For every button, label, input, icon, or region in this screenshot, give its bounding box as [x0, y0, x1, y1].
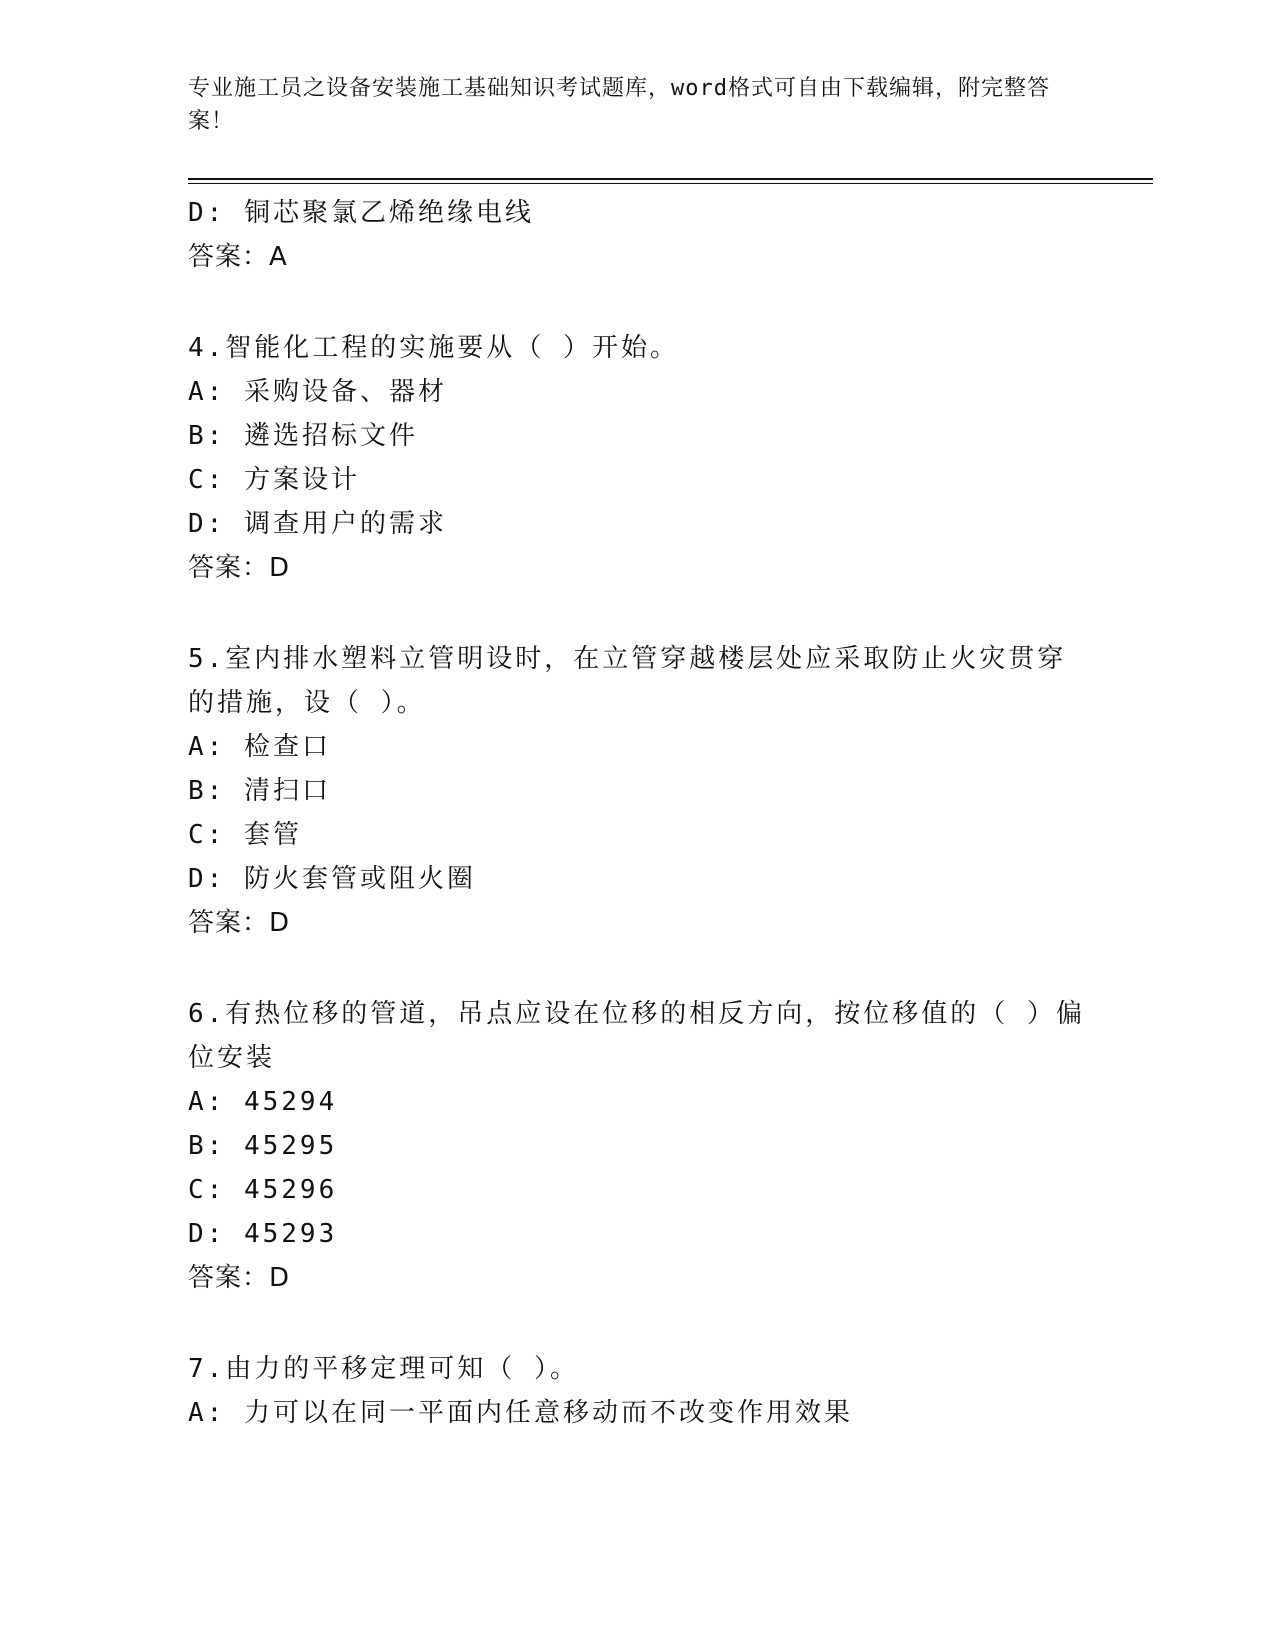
document-header: 专业施工员之设备安装施工基础知识考试题库，word格式可自由下载编辑，附完整答案！	[188, 76, 1050, 134]
question-7-option-a: A: 力可以在同一平面内任意移动而不改变作用效果	[188, 1398, 853, 1428]
question-5-option-c: C: 套管	[188, 820, 302, 850]
question-4-stem: 4.智能化工程的实施要从（ ）开始。	[188, 333, 679, 363]
question-5-stem-line1: 5.室内排水塑料立管明设时，在立管穿越楼层处应采取防止火灾贯穿	[188, 644, 1067, 674]
question-6-option-d: D: 45293	[188, 1219, 338, 1249]
question-4-option-a: A: 采购设备、器材	[188, 377, 447, 407]
question-4-answer: 答案：D	[188, 553, 291, 583]
question-7-stem: 7.由力的平移定理可知（ ）。	[188, 1354, 579, 1384]
question-5-answer: 答案：D	[188, 908, 291, 938]
question-6-answer: 答案：D	[188, 1263, 291, 1293]
prev-question-option-d: D: 铜芯聚氯乙烯绝缘电线	[188, 198, 534, 228]
question-5-option-a: A: 检查口	[188, 732, 331, 762]
question-6-option-c: C: 45296	[188, 1175, 338, 1205]
header-divider-thin	[188, 183, 1153, 184]
question-6-stem-line2: 位安装	[188, 1043, 276, 1073]
question-6-option-a: A: 45294	[188, 1087, 338, 1117]
question-6-stem-line1: 6.有热位移的管道，吊点应设在位移的相反方向，按位移值的（ ）偏	[188, 999, 1085, 1029]
question-6-option-b: B: 45295	[188, 1131, 338, 1161]
question-5-option-d: D: 防火套管或阻火圈	[188, 864, 476, 894]
prev-question-answer: 答案：A	[188, 242, 288, 272]
question-4-option-c: C: 方案设计	[188, 465, 360, 495]
question-5-stem-line2: 的措施，设（ ）。	[188, 688, 426, 718]
question-5-option-b: B: 清扫口	[188, 776, 331, 806]
question-4-option-d: D: 调查用户的需求	[188, 509, 447, 539]
header-divider-thick	[188, 178, 1153, 180]
question-4-option-b: B: 遴选招标文件	[188, 421, 418, 451]
